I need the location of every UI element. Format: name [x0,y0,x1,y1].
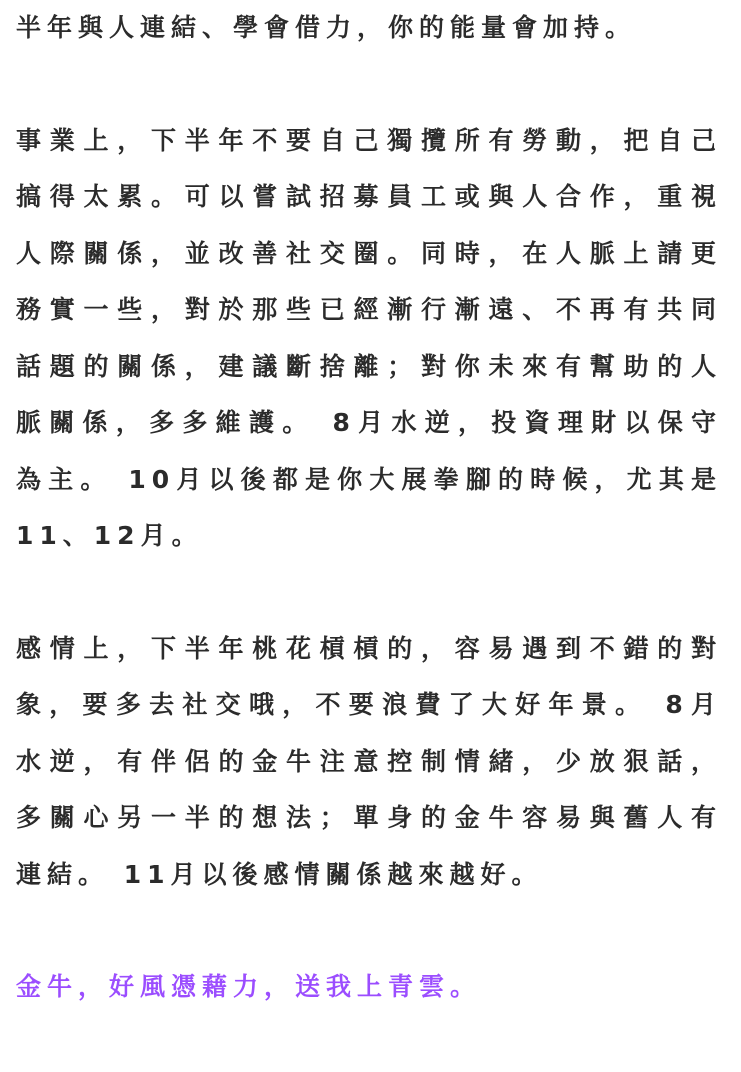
paragraph-career [16,113,722,565]
text-line: 11、12月。 [16,521,203,550]
text-line: 象，要多去社交哦，不要浪費了大好年景。 8月 [16,690,722,719]
text-line: 半年與人連結、學會借力，你的能量會加持。 [16,13,637,42]
text-line: 水逆，有伴侶的金牛注意控制情緒，少放狠話， [16,746,722,776]
text-line: 多關心另一半的想法；單身的金牛容易與舊人有 [16,803,722,832]
text-line: 話題的關係，建議斷捨離；對你未來有幫助的人 [16,351,722,381]
text-line: 感情上，下半年桃花槓槓的，容易遇到不錯的對 [16,633,722,663]
text-line: 人際關係，並改善社交圈。同時，在人脈上請更 [16,238,722,268]
text-line: 為主。 10月以後都是你大展拳腳的時候，尤其是 [16,464,722,494]
text-line: 搞得太累。可以嘗試招募員工或與人合作，重視 [16,182,722,211]
text-line: 事業上，下半年不要自己獨攬所有勞動，把自己 [16,125,722,155]
paragraph-love [16,621,722,904]
text-line: 連結。 11月以後感情關係越來越好。 [16,859,543,889]
text-line: 務實一些，對於那些已經漸行漸遠、不再有共同 [16,295,722,324]
closing-line: 金牛，好風憑藉力，送我上青雲。 [16,972,482,1001]
text-line: 脈關係，多多維護。 8月水逆，投資理財以保守 [16,408,722,437]
closing-paragraph [16,959,722,1016]
paragraph-intro-tail [16,0,722,57]
article-body [16,0,722,1072]
